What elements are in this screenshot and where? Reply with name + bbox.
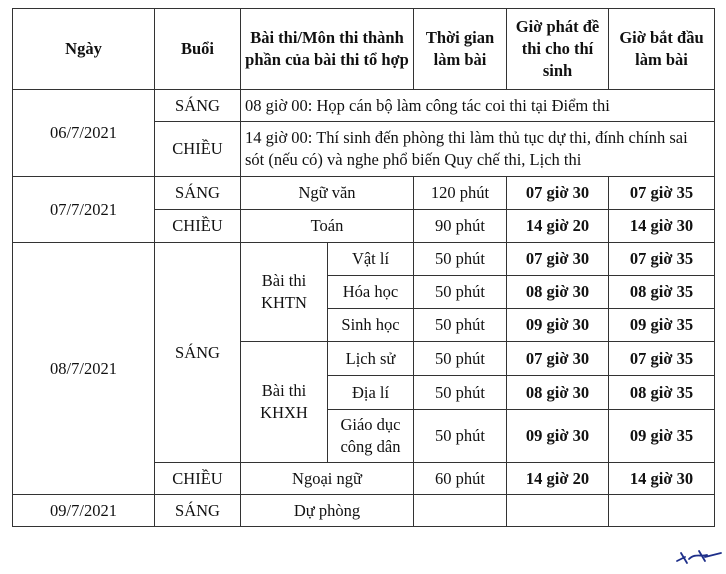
session-cell: SÁNG	[155, 177, 241, 210]
duration-cell: 50 phút	[414, 276, 507, 309]
distribution-time-cell: 07 giờ 30	[507, 342, 609, 376]
session-cell: SÁNG	[155, 495, 241, 527]
distribution-time-cell: 09 giờ 30	[507, 309, 609, 342]
date-cell: 06/7/2021	[13, 90, 155, 177]
session-cell: SÁNG	[155, 90, 241, 122]
start-time-cell: 08 giờ 35	[609, 376, 715, 410]
start-time-cell: 07 giờ 35	[609, 243, 715, 276]
header-ngay: Ngày	[13, 9, 155, 90]
subject-cell: Vật lí	[328, 243, 414, 276]
subject-cell: Toán	[241, 210, 414, 243]
subject-cell: Sinh học	[328, 309, 414, 342]
combined-exam-khxh: Bài thi KHXH	[241, 342, 328, 463]
duration-cell: 60 phút	[414, 463, 507, 495]
header-gio-phat: Giờ phát đề thi cho thí sinh	[507, 9, 609, 90]
combined-exam-khtn: Bài thi KHTN	[241, 243, 328, 342]
start-time-cell: 09 giờ 35	[609, 309, 715, 342]
start-time-cell: 08 giờ 35	[609, 276, 715, 309]
subject-cell: Lịch sử	[328, 342, 414, 376]
header-thoi-gian: Thời gian làm bài	[414, 9, 507, 90]
date-cell: 09/7/2021	[13, 495, 155, 527]
distribution-time-cell: 07 giờ 30	[507, 243, 609, 276]
session-cell: CHIỀU	[155, 210, 241, 243]
duration-cell: 50 phút	[414, 309, 507, 342]
distribution-time-cell: 08 giờ 30	[507, 376, 609, 410]
date-cell: 07/7/2021	[13, 177, 155, 243]
distribution-time-cell: 07 giờ 30	[507, 177, 609, 210]
session-cell: CHIỀU	[155, 122, 241, 177]
session-cell: CHIỀU	[155, 463, 241, 495]
note-cell: 08 giờ 00: Họp cán bộ làm công tác coi thi tại Điểm thi	[241, 90, 715, 122]
distribution-time-cell: 09 giờ 30	[507, 410, 609, 463]
duration-cell: 120 phút	[414, 177, 507, 210]
header-row	[13, 9, 715, 90]
header-bai-thi: Bài thi/Môn thi thành phần của bài thi tổ hợp	[241, 9, 414, 90]
distribution-time-cell: 14 giờ 20	[507, 210, 609, 243]
start-time-cell: 09 giờ 35	[609, 410, 715, 463]
duration-cell: 50 phút	[414, 243, 507, 276]
table-row	[13, 177, 715, 210]
subject-cell: Hóa học	[328, 276, 414, 309]
signature-mark-icon	[675, 543, 723, 567]
subject-cell: Ngoại ngữ	[241, 463, 414, 495]
start-time-cell	[609, 495, 715, 527]
duration-cell: 50 phút	[414, 342, 507, 376]
subject-cell: Dự phòng	[241, 495, 414, 527]
subject-cell: Giáo dục công dân	[328, 410, 414, 463]
start-time-cell: 07 giờ 35	[609, 342, 715, 376]
table-row	[13, 90, 715, 122]
duration-cell: 50 phút	[414, 376, 507, 410]
session-cell: SÁNG	[155, 243, 241, 463]
start-time-cell: 14 giờ 30	[609, 210, 715, 243]
note-cell: 14 giờ 00: Thí sinh đến phòng thi làm thủ tục dự thi, đính chính sai sót (nếu có) và nghe phổ biến Quy chế thi, Lịch thi	[241, 122, 715, 177]
duration-cell: 50 phút	[414, 410, 507, 463]
start-time-cell: 07 giờ 35	[609, 177, 715, 210]
exam-schedule-table	[12, 8, 715, 527]
distribution-time-cell: 08 giờ 30	[507, 276, 609, 309]
distribution-time-cell: 14 giờ 20	[507, 463, 609, 495]
duration-cell	[414, 495, 507, 527]
subject-cell: Địa lí	[328, 376, 414, 410]
distribution-time-cell	[507, 495, 609, 527]
table-row	[13, 243, 715, 276]
date-cell: 08/7/2021	[13, 243, 155, 495]
header-buoi: Buổi	[155, 9, 241, 90]
table-row	[13, 495, 715, 527]
duration-cell: 90 phút	[414, 210, 507, 243]
header-gio-bat-dau: Giờ bắt đầu làm bài	[609, 9, 715, 90]
start-time-cell: 14 giờ 30	[609, 463, 715, 495]
subject-cell: Ngữ văn	[241, 177, 414, 210]
